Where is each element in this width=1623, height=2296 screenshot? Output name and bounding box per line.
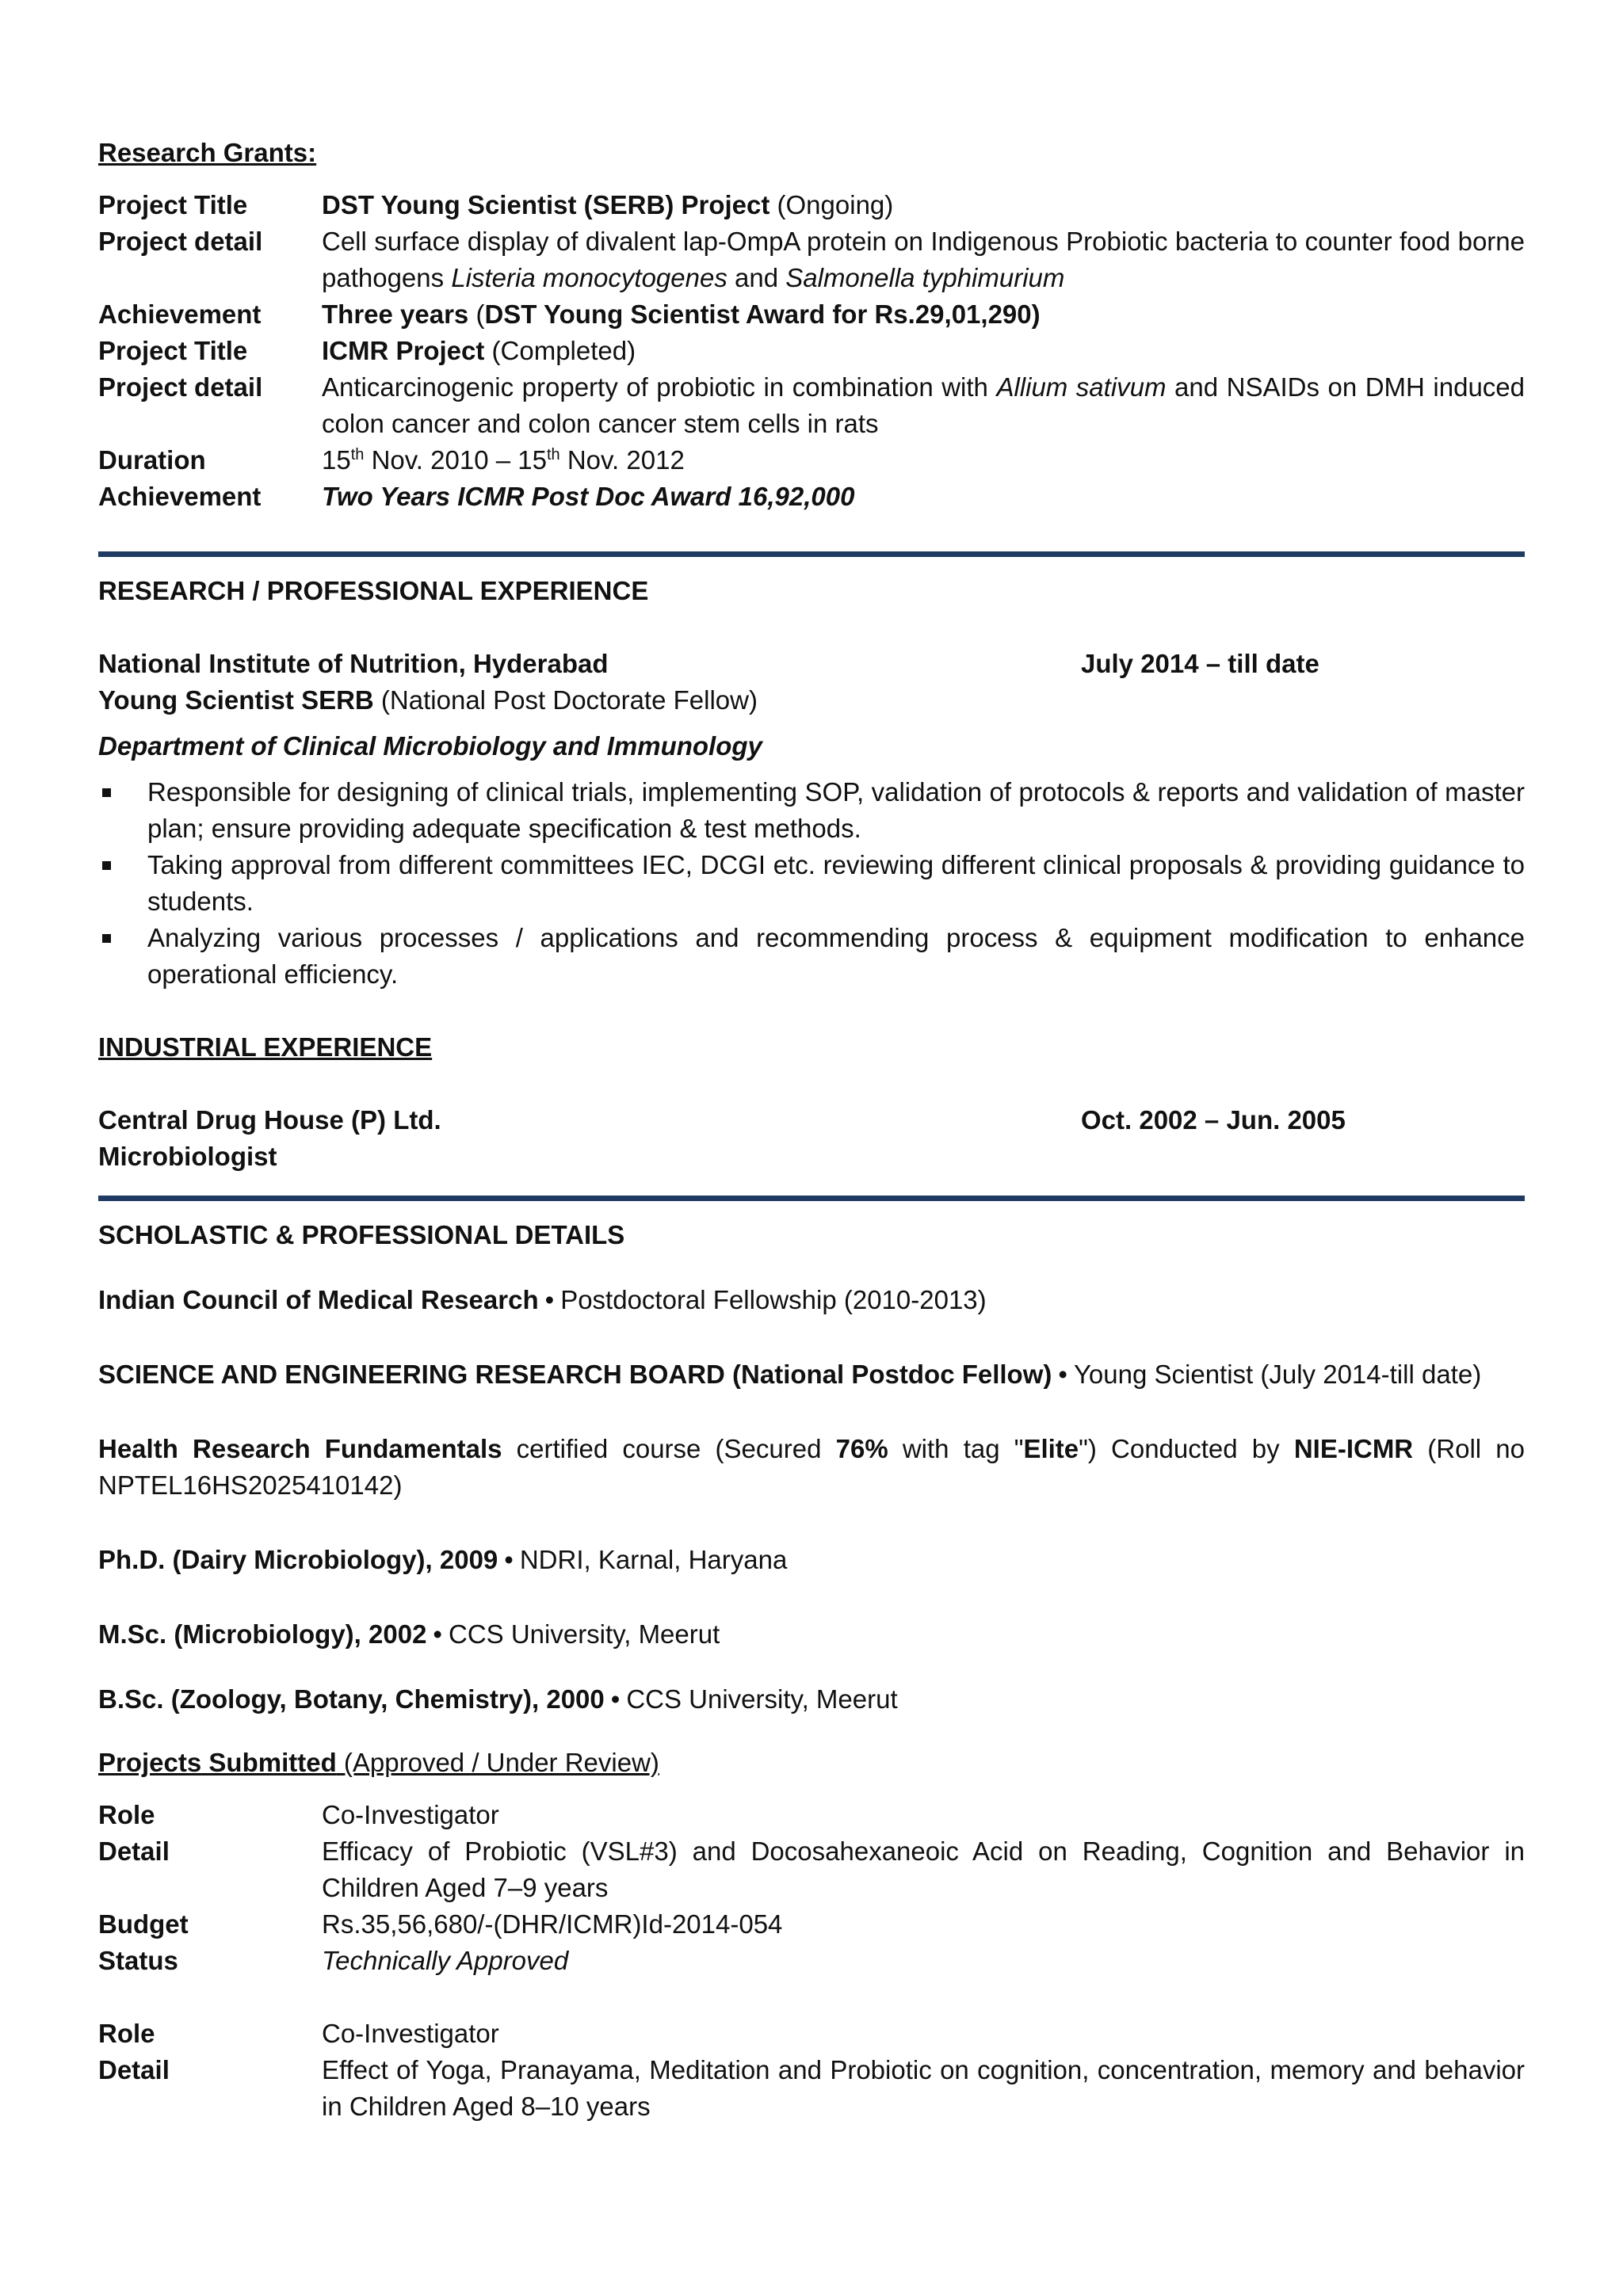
project-row [98, 2052, 1525, 2125]
detail-text: Cell surface display of divalent lap-OmpA protein on Indigenous Probiotic bacteria to counter food borne pathogens [322, 227, 1525, 292]
responsibility-list [98, 774, 1525, 993]
project-title: ICMR Project [322, 336, 485, 365]
scholastic-section-title: SCHOLASTIC & PROFESSIONAL DETAILS [98, 1220, 625, 1249]
grant-row [98, 442, 1525, 479]
row-value [322, 333, 1525, 369]
species-name: Allium sativum [996, 372, 1167, 402]
row-label: Budget [98, 1909, 189, 1939]
date-part: Nov. 2010 – 15 [364, 445, 547, 475]
grant-row [98, 333, 1525, 369]
detail-text: Anticarcinogenic property of probiotic in combination with [322, 372, 997, 402]
course-name: Health Research Fundamentals [98, 1434, 502, 1463]
score: 76% [835, 1434, 888, 1463]
text: certified course (Secured [502, 1434, 836, 1463]
text: ") Conducted by [1079, 1434, 1294, 1463]
species-name: Salmonella typhimurium [785, 263, 1065, 292]
row-label: Project detail [98, 372, 263, 402]
date-part: 15 [322, 445, 351, 475]
date-part: Nov. 2012 [559, 445, 685, 475]
item-title: Ph.D. (Dairy Microbiology), 2009 [98, 1545, 498, 1574]
industrial-org-row [98, 1102, 1525, 1138]
row-label: Role [98, 2019, 155, 2048]
list-item: Taking approval from different committees IEC, DCGI etc. reviewing different clinical proposals & providing guidance to students. [98, 847, 1525, 920]
species-name: Listeria monocytogenes [451, 263, 727, 292]
section-divider [98, 551, 1525, 557]
scholastic-item [98, 1542, 1525, 1578]
row-label: Role [98, 1800, 155, 1829]
grant-row [98, 296, 1525, 333]
row-value [322, 442, 1525, 479]
role-title: Young Scientist SERB [98, 685, 374, 715]
detail-text: and [727, 263, 786, 292]
scholastic-item [98, 1616, 1525, 1653]
project-title: DST Young Scientist (SERB) Project [322, 190, 770, 219]
row-value: Two Years ICMR Post Doc Award 16,92,000 [322, 482, 855, 511]
list-item: Responsible for designing of clinical trials, implementing SOP, validation of protocols & reports and validation of master plan; ensure providing adequate specification & test methods. [98, 774, 1525, 847]
project-row [98, 2016, 1525, 2052]
org-dates: Oct. 2002 – Jun. 2005 [1081, 1105, 1346, 1135]
project-row [98, 1943, 1525, 1979]
detail-text: and NSAIDs on DMH induced colon cancer and colon cancer stem cells in rats [322, 372, 1526, 438]
industrial-section-title: INDUSTRIAL EXPERIENCE [98, 1032, 433, 1062]
row-label: Project detail [98, 227, 263, 256]
org-dates: July 2014 – till date [1081, 649, 1319, 678]
grant-row [98, 479, 1525, 515]
department: Department of Clinical Microbiology and Immunology [98, 731, 762, 761]
research-section-title: RESEARCH / PROFESSIONAL EXPERIENCE [98, 576, 649, 605]
text: with tag " [888, 1434, 1024, 1463]
org-name: National Institute of Nutrition, Hyderabad [98, 649, 609, 678]
row-value: Effect of Yoga, Pranayama, Meditation and Probiotic on cognition, concentration, memory and behavior in Children Aged 8–10 years [322, 2055, 1525, 2121]
item-detail: Young Scientist (July 2014-till date) [1073, 1360, 1482, 1389]
ordinal: th [546, 446, 560, 463]
grant-row [98, 369, 1525, 442]
row-label: Project Title [98, 190, 248, 219]
row-label: Duration [98, 445, 206, 475]
item-title: Indian Council of Medical Research [98, 1285, 539, 1314]
project-status: (Ongoing) [769, 190, 894, 219]
scholastic-item [98, 1356, 1525, 1393]
row-value: Efficacy of Probiotic (VSL#3) and Docosahexaneoic Acid on Reading, Cognition and Behavior in Children Aged 7–9 years [322, 1836, 1525, 1902]
project-status: (Completed) [484, 336, 636, 365]
bullet-icon: • [610, 1684, 621, 1714]
research-role [98, 682, 1525, 719]
row-value [322, 296, 1525, 333]
achievement-duration: Three years [322, 299, 469, 329]
institute: NIE-ICMR [1293, 1434, 1414, 1463]
row-value: Co-Investigator [322, 2019, 499, 2048]
section-divider [98, 1196, 1525, 1201]
grants-heading: Research Grants: [98, 138, 317, 167]
bullet-icon: • [1058, 1360, 1067, 1389]
tag: Elite [1023, 1434, 1079, 1463]
resume-page [98, 135, 1525, 2125]
ordinal: th [350, 446, 365, 463]
project-row [98, 1906, 1525, 1943]
scholastic-item [98, 1681, 1525, 1718]
row-label: Project Title [98, 336, 248, 365]
row-value [322, 223, 1525, 296]
bullet-icon: • [544, 1285, 555, 1314]
item-title: SCIENCE AND ENGINEERING RESEARCH BOARD (National Postdoc Fellow) [98, 1360, 1052, 1389]
paren: ( [468, 299, 485, 329]
item-detail: CCS University, Meerut [448, 1619, 720, 1649]
grant-row [98, 187, 1525, 223]
industrial-role: Microbiologist [98, 1142, 277, 1171]
row-label: Status [98, 1946, 178, 1975]
row-label: Detail [98, 1836, 170, 1866]
row-value [322, 187, 1525, 223]
item-title: B.Sc. (Zoology, Botany, Chemistry), 2000 [98, 1684, 605, 1714]
org-name: Central Drug House (P) Ltd. [98, 1105, 441, 1135]
row-value: Rs.35,56,680/-(DHR/ICMR)Id-2014-054 [322, 1909, 783, 1939]
award-name: DST Young Scientist Award for Rs.29,01,290) [484, 299, 1041, 329]
scholastic-item [98, 1282, 1525, 1318]
grant-row [98, 223, 1525, 296]
research-org-row [98, 646, 1525, 682]
item-title: M.Sc. (Microbiology), 2002 [98, 1619, 427, 1649]
list-item: Analyzing various processes / applications and recommending process & equipment modification to enhance operational efficiency. [98, 920, 1525, 993]
project-row [98, 1833, 1525, 1906]
heading-title: Projects Submitted [98, 1748, 337, 1777]
scholastic-item [98, 1431, 1525, 1504]
row-label: Detail [98, 2055, 170, 2084]
row-label: Achievement [98, 482, 262, 511]
item-detail: NDRI, Karnal, Haryana [519, 1545, 788, 1574]
item-detail: Postdoctoral Fellowship (2010-2013) [560, 1285, 987, 1314]
heading-note: (Approved / Under Review) [336, 1748, 659, 1777]
role-desc: (National Post Doctorate Fellow) [373, 685, 758, 715]
row-label: Achievement [98, 299, 262, 329]
project-row [98, 1797, 1525, 1833]
bullet-icon: • [504, 1545, 514, 1574]
row-value: Technically Approved [322, 1946, 569, 1975]
row-value: Co-Investigator [322, 1800, 499, 1829]
row-value [322, 369, 1525, 442]
text: (Roll no NPTEL16HS2025410142) [98, 1434, 1526, 1500]
bullet-icon: • [433, 1619, 442, 1649]
projects-heading [98, 1745, 1525, 1781]
item-detail: CCS University, Meerut [626, 1684, 898, 1714]
